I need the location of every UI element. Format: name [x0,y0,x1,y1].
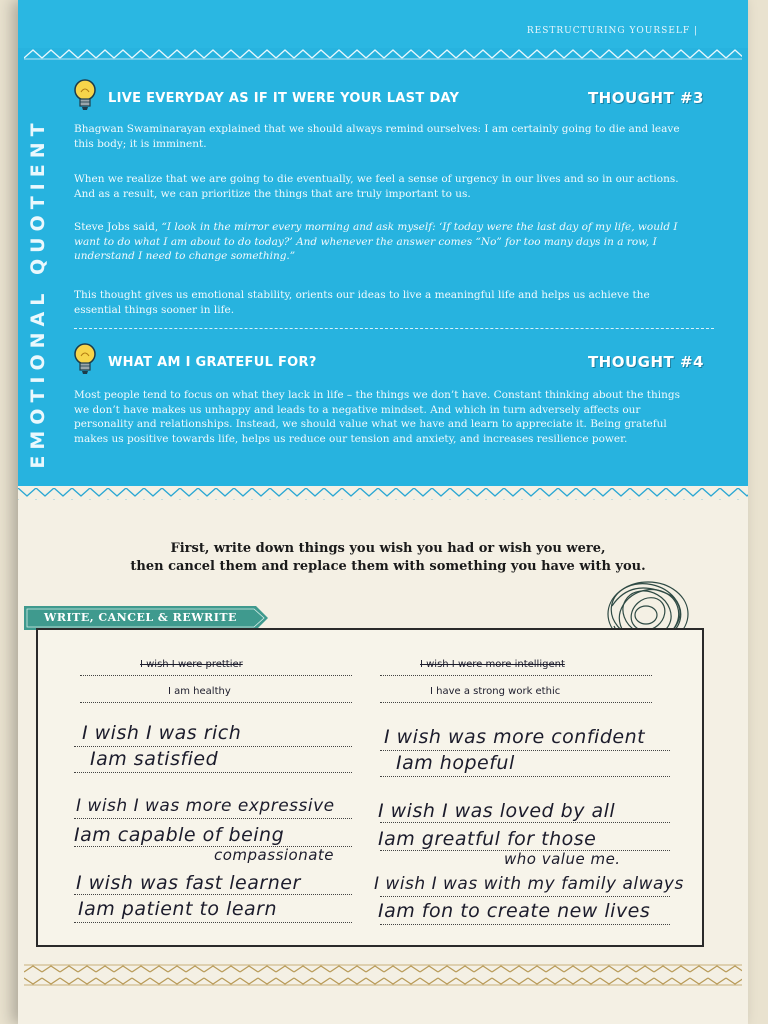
entry-wish-4: I wish I was loved by all [378,800,616,822]
entry-extra-3: compassionate [214,846,335,864]
write-line [74,922,352,923]
paragraph-1: Bhagwan Swaminarayan explained that we should always remind ourselves: I am certainly going to die and leave this body; it is imminent. [74,123,680,150]
header-strip [18,0,748,48]
write-line [380,702,652,703]
quote-paragraph [74,220,696,264]
entry-replace-3: Iam capable of being [74,824,285,846]
section-divider [74,328,714,329]
band-bottom-zigzag [18,486,748,504]
lightbulb-icon [72,342,98,376]
section-title-1: LIVE EVERYDAY AS IF IT WERE YOUR LAST DAY [108,91,460,106]
header-zigzag-border [24,48,742,60]
write-line [80,675,352,676]
lightbulb-icon [72,78,98,112]
exercise-instruction [108,540,668,576]
side-label [16,88,60,498]
entry-replace-4: Iam greatful for those [378,828,597,850]
write-line [380,924,670,925]
entry-wish-2: I wish was more confident [384,726,646,748]
entry-wish-3: I wish I was more expressive [76,796,335,816]
quote-intro: Steve Jobs said, [74,221,162,233]
section-title-2: WHAT AM I GRATEFUL FOR? [108,355,317,370]
entry-replace-2: Iam hopeful [396,752,515,774]
write-line [380,896,670,897]
example-replace-2: I have a strong work ethic [430,686,561,697]
write-line [74,772,352,773]
steve-jobs-quote: “I look in the mirror every morning and ask myself: ‘If today were the last day of my life, would I want to do what I am about to do today?’ And whenever the answer comes “No” for too many days in a row, I understand I need to change something.” [74,221,678,262]
write-line [80,702,352,703]
write-line [74,746,352,747]
entry-wish-6: I wish I was with my family always [374,874,684,894]
entry-wish-5: I wish was fast learner [76,872,301,894]
side-label-text: EMOTIONAL QUOTIENT [27,117,49,469]
running-header: RESTRUCTURING YOURSELF | [526,26,698,36]
write-line [74,818,352,819]
entry-wish-1: I wish I was rich [82,722,242,744]
entry-replace-6: Iam fon to create new lives [378,900,651,922]
instruction-line-1: First, write down things you wish you had or wish you were, [170,541,606,556]
instruction-line-2: then cancel them and replace them with something you have with you. [130,559,646,574]
book-page [18,0,748,1024]
footer-zigzag-border [24,964,742,986]
entry-replace-1: Iam satisfied [90,748,219,770]
example-wish-1: I wish I were prettier [140,659,243,670]
exercise-tag-label: WRITE, CANCEL & REWRITE [44,611,237,624]
write-line [380,675,652,676]
write-line [380,776,670,777]
paragraph-4: Most people tend to focus on what they lack in life – the things we don’t have. Constant thinking about the things we don’t have makes us unhappy and leads to a negative mindset. And which in turn adversely affects our personality and relationships. Instead, we should value what we have and learn to appreciate it. Being grateful makes us positive towards life, helps us reduce our tension and anxiety, and increases resilience power. [74,389,680,445]
example-replace-1: I am healthy [168,686,231,697]
thought-number-1: THOUGHT #3 [587,89,704,107]
entry-extra-4: who value me. [504,850,621,868]
write-line [380,750,670,751]
thought-number-2: THOUGHT #4 [587,353,704,371]
write-line [380,822,670,823]
write-line [74,894,352,895]
example-wish-2: I wish I were more intelligent [420,659,565,670]
entry-replace-5: Iam patient to learn [78,898,278,920]
paragraph-2: When we realize that we are going to die eventually, we feel a sense of urgency in our lives and so in our actions. And as a result, we can prioritize the things that are truly important to us. [74,173,679,200]
paragraph-3: This thought gives us emotional stability, orients our ideas to live a meaningful life and helps us achieve the essential things sooner in life. [74,289,650,316]
